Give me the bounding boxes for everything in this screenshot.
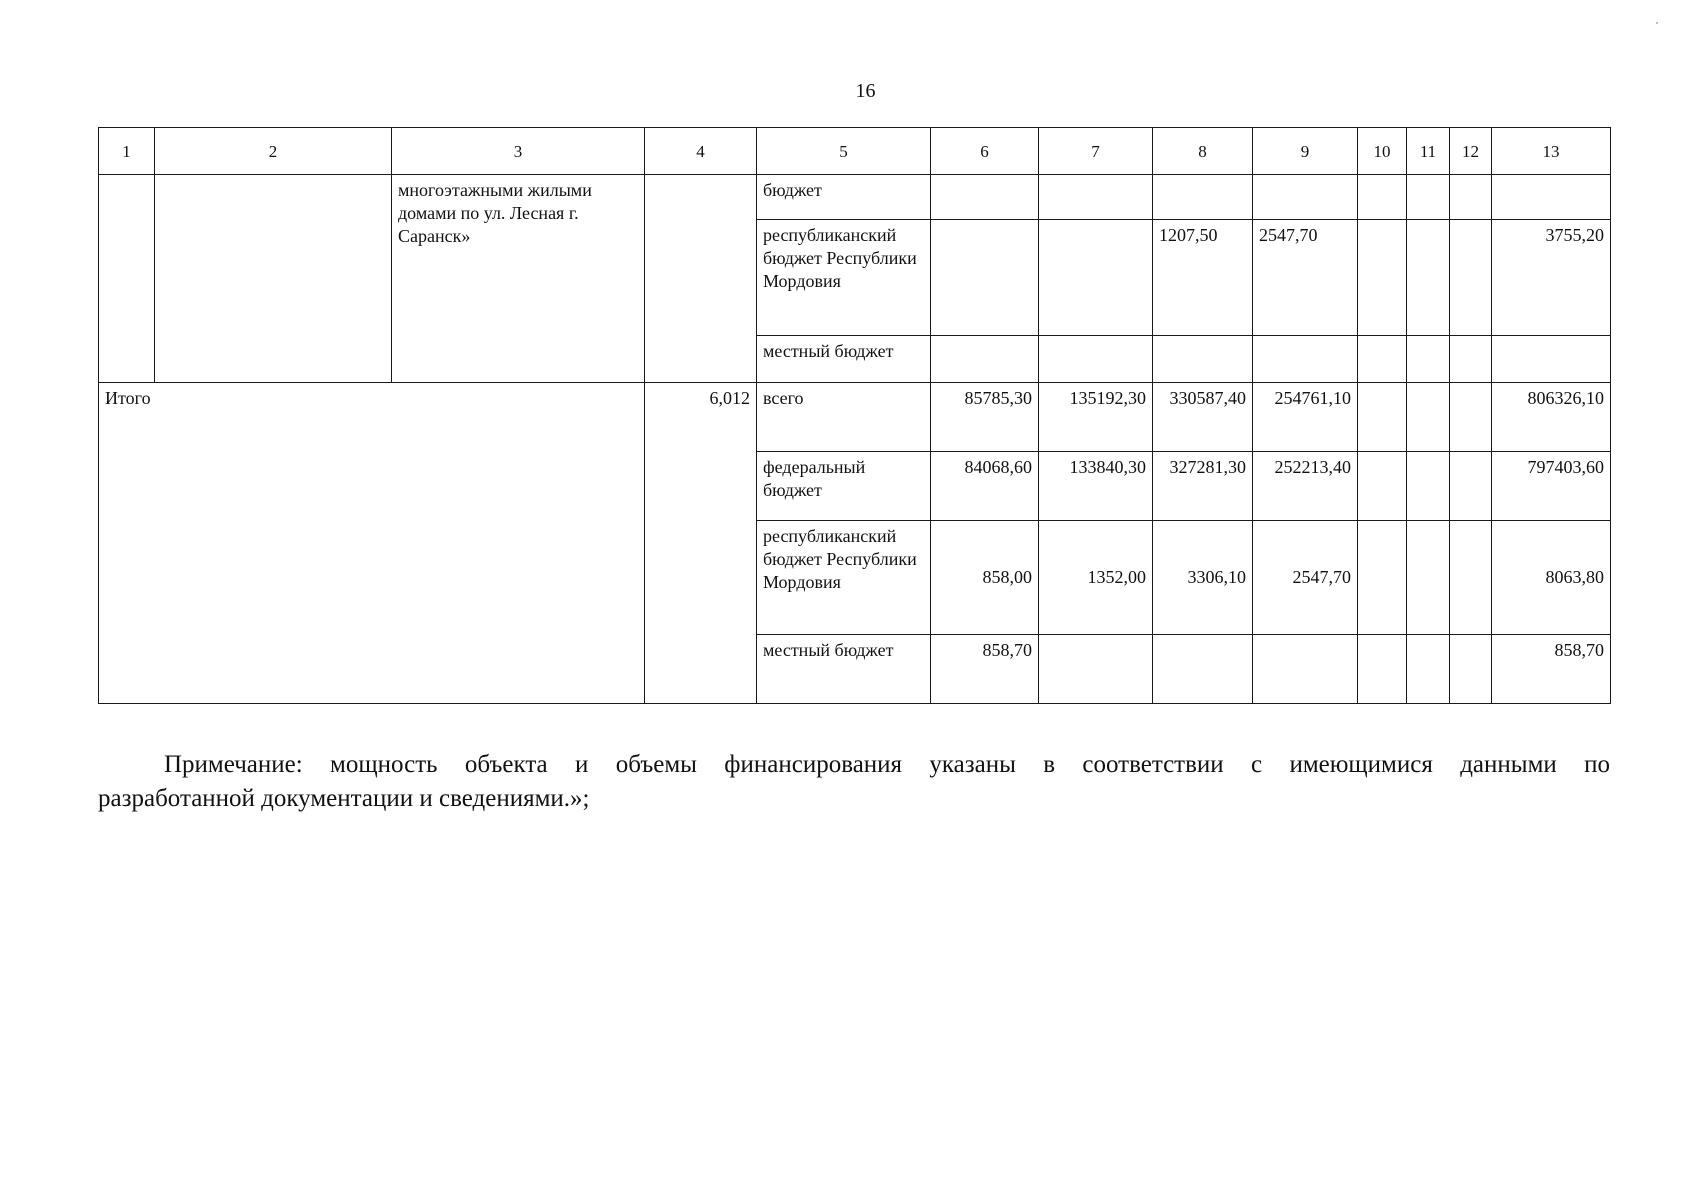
value-cell	[1358, 175, 1407, 220]
value-cell	[931, 336, 1039, 383]
value-cell	[1450, 336, 1492, 383]
column-header-13: 13	[1492, 128, 1611, 175]
value-cell	[1407, 521, 1450, 635]
value-cell	[1253, 635, 1358, 704]
column-header-11: 11	[1407, 128, 1450, 175]
object-name-cell: многоэтажными жилыми домами по ул. Лесная г. Саранск»	[392, 175, 645, 383]
value-cell	[1450, 452, 1492, 521]
column-header-9: 9	[1253, 128, 1358, 175]
total-capacity-cell: 6,012	[645, 383, 757, 704]
page-number: 16	[855, 80, 876, 102]
value-cell	[1492, 175, 1611, 220]
funding-source-cell: республиканский бюджет Республики Мордовия	[757, 521, 931, 635]
value-cell	[1358, 452, 1407, 521]
value-cell	[1153, 175, 1253, 220]
value-cell: 135192,30	[1039, 383, 1153, 452]
value-cell	[1153, 635, 1253, 704]
value-cell: 858,00	[931, 521, 1039, 635]
value-cell: 797403,60	[1492, 452, 1611, 521]
funding-source-cell: федеральный бюджет	[757, 452, 931, 521]
note-line-1: Примечание: мощность объекта и объемы финансирования указаны в соответствии с имеющимися данными по	[164, 751, 1610, 778]
funding-source-cell: местный бюджет	[757, 635, 931, 704]
value-cell	[1492, 336, 1611, 383]
value-cell: 858,70	[931, 635, 1039, 704]
value-cell: 2547,70	[1253, 220, 1358, 336]
value-cell	[1358, 521, 1407, 635]
value-cell	[1407, 220, 1450, 336]
funding-source-cell: всего	[757, 383, 931, 452]
value-cell: 327281,30	[1153, 452, 1253, 521]
column-header-10: 10	[1358, 128, 1407, 175]
value-cell	[1407, 452, 1450, 521]
column-header-4: 4	[645, 128, 757, 175]
value-cell	[1253, 175, 1358, 220]
value-cell	[1450, 521, 1492, 635]
value-cell	[1358, 635, 1407, 704]
value-cell	[1407, 175, 1450, 220]
value-cell	[1407, 383, 1450, 452]
value-cell: 8063,80	[1492, 521, 1611, 635]
value-cell	[1358, 336, 1407, 383]
table-row	[99, 383, 1611, 452]
value-cell: 133840,30	[1039, 452, 1153, 521]
value-cell: 252213,40	[1253, 452, 1358, 521]
value-cell: 84068,60	[931, 452, 1039, 521]
value-cell	[1358, 383, 1407, 452]
value-cell: 85785,30	[931, 383, 1039, 452]
funding-source-cell: местный бюджет	[757, 336, 931, 383]
financing-table	[98, 127, 1611, 704]
column-header-3: 3	[392, 128, 645, 175]
object-capacity-cell	[645, 175, 757, 383]
column-header-7: 7	[1039, 128, 1153, 175]
column-header-12: 12	[1450, 128, 1492, 175]
value-cell	[1450, 383, 1492, 452]
value-cell: 806326,10	[1492, 383, 1611, 452]
value-cell	[1450, 635, 1492, 704]
funding-source-cell: республиканский бюджет Республики Мордовия	[757, 220, 931, 336]
value-cell	[931, 175, 1039, 220]
column-header-5: 5	[757, 128, 931, 175]
value-cell: 2547,70	[1253, 521, 1358, 635]
value-cell: 3306,10	[1153, 521, 1253, 635]
object-col1-cell	[99, 175, 155, 383]
total-label-cell: Итого	[99, 383, 645, 704]
funding-source-cell: бюджет	[757, 175, 931, 220]
value-cell: 1352,00	[1039, 521, 1153, 635]
scan-artifact	[1656, 22, 1658, 24]
value-cell	[1407, 635, 1450, 704]
note-paragraph	[98, 748, 1610, 816]
value-cell	[1450, 175, 1492, 220]
value-cell	[1407, 336, 1450, 383]
column-header-8: 8	[1153, 128, 1253, 175]
value-cell	[1039, 175, 1153, 220]
value-cell	[1450, 220, 1492, 336]
value-cell	[931, 220, 1039, 336]
value-cell: 254761,10	[1253, 383, 1358, 452]
note-line-2: разработанной документации и сведениями.»;	[98, 785, 590, 812]
column-header-6: 6	[931, 128, 1039, 175]
table-header-row	[99, 128, 1611, 175]
value-cell	[1153, 336, 1253, 383]
value-cell: 1207,50	[1153, 220, 1253, 336]
value-cell	[1358, 220, 1407, 336]
value-cell	[1253, 336, 1358, 383]
value-cell	[1039, 220, 1153, 336]
object-col2-cell	[155, 175, 392, 383]
column-header-2: 2	[155, 128, 392, 175]
value-cell: 858,70	[1492, 635, 1611, 704]
value-cell	[1039, 635, 1153, 704]
value-cell: 3755,20	[1492, 220, 1611, 336]
value-cell: 330587,40	[1153, 383, 1253, 452]
value-cell	[1039, 336, 1153, 383]
column-header-1: 1	[99, 128, 155, 175]
table-row	[99, 175, 1611, 220]
